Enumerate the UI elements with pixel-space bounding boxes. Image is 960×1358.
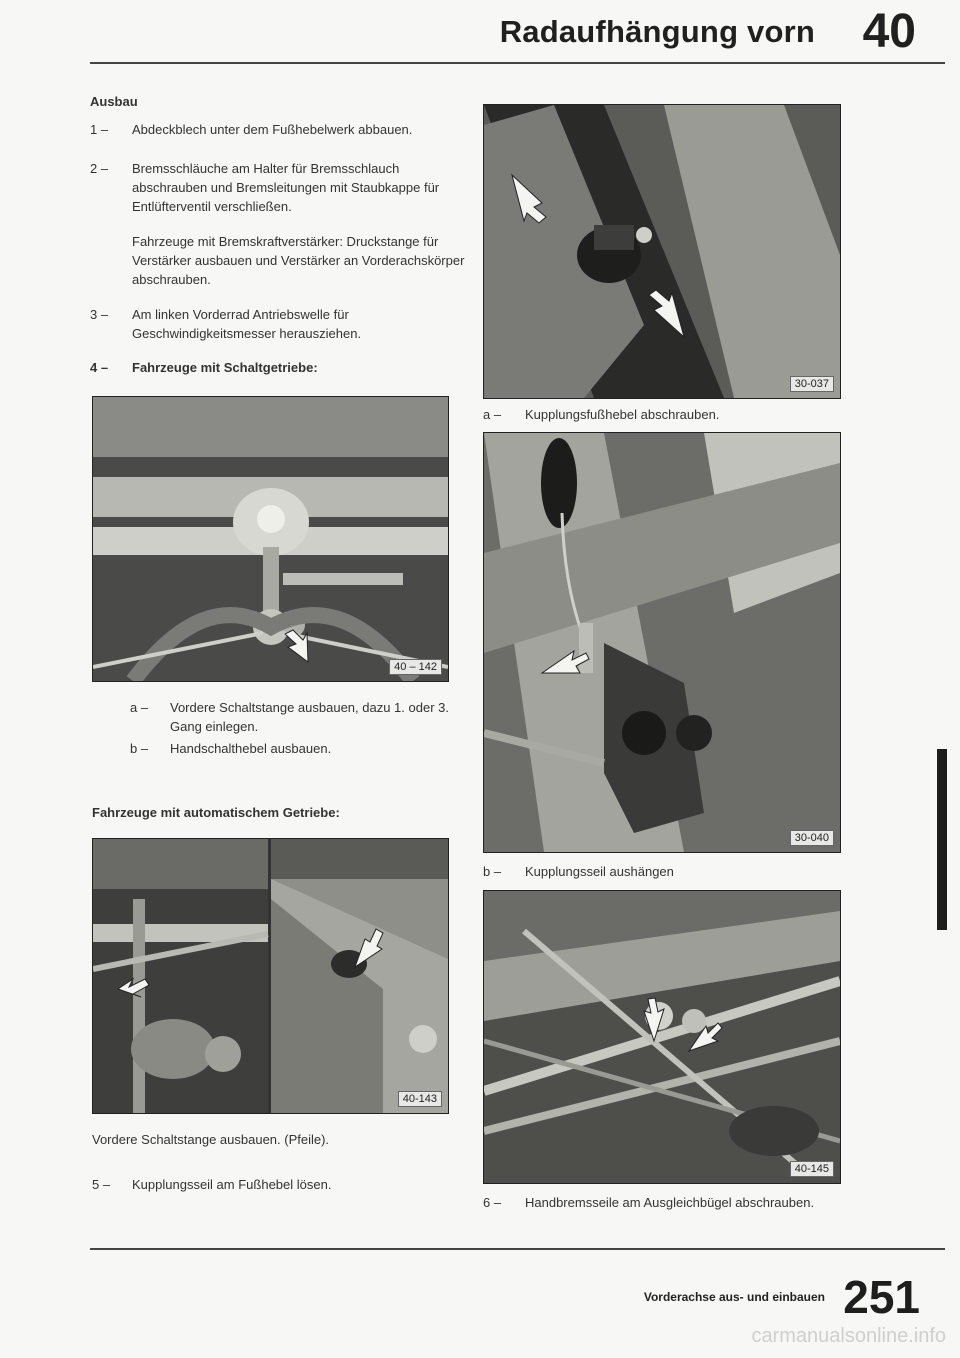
step-text: Kupplungsseil am Fußhebel lösen. <box>132 1177 332 1192</box>
substep-text: Vordere Schaltstange ausbauen, dazu 1. oder 3. Gang einlegen. <box>170 700 449 734</box>
step-text: Fahrzeuge mit Schaltgetriebe: <box>132 360 318 375</box>
photo-tag: 30-037 <box>790 376 834 392</box>
step-3 <box>90 305 470 343</box>
photo-tag: 40-143 <box>398 1091 442 1107</box>
watermark: carmanualsonline.info <box>751 1325 946 1347</box>
step-5 <box>92 1175 452 1194</box>
step-4 <box>90 358 470 377</box>
page-number: 251 <box>843 1271 920 1323</box>
caption-text: Handbremsseile am Ausgleichbügel abschrauben. <box>525 1195 815 1210</box>
substep-number: a – <box>130 700 149 715</box>
substep-a <box>130 698 450 736</box>
caption-text: Kupplungsseil aushängen <box>525 864 674 879</box>
auto-heading: Fahrzeuge mit automatischem Getriebe: <box>92 805 340 820</box>
caption-number: b – <box>483 864 502 879</box>
ausbau-heading: Ausbau <box>90 94 138 109</box>
section-number: 40 <box>862 5 916 58</box>
page-title: Radaufhängung vorn <box>499 14 815 49</box>
step-number: 2 – <box>90 161 109 176</box>
auto-caption: Vordere Schaltstange ausbauen. (Pfeile). <box>92 1132 330 1147</box>
photo-shift-linkage <box>92 396 449 682</box>
step-2 <box>90 159 470 216</box>
substep-b <box>130 739 450 758</box>
step-number: 1 – <box>90 122 109 137</box>
step-number: 4 – <box>90 360 109 375</box>
caption-b <box>483 862 843 881</box>
step-2-note <box>90 232 470 289</box>
step-number: 5 – <box>92 1177 111 1192</box>
footer-title: Vorderachse aus- und einbauen <box>643 1290 825 1304</box>
photo-clutch-cable <box>483 432 841 853</box>
photo-clutch-pedal <box>483 104 841 399</box>
photo-automatic-linkage <box>92 838 449 1114</box>
header-rule <box>90 62 945 64</box>
photo-tag: 40 – 142 <box>389 659 442 675</box>
section-thumb-tab <box>937 749 947 930</box>
caption-6 <box>483 1193 863 1212</box>
caption-a <box>483 405 843 424</box>
step-1 <box>90 120 470 139</box>
step-text: Am linken Vorderrad Antriebswelle für Geschwindigkeitsmesser herausziehen. <box>132 307 362 341</box>
photo-tag: 30-040 <box>790 830 834 846</box>
step-text: Fahrzeuge mit Bremskraftverstärker: Druckstange für Verstärker ausbauen und Verstärker an Vorderachskörper abschrauben. <box>132 234 465 287</box>
substep-text: Handschalthebel ausbauen. <box>170 741 332 756</box>
caption-number: 6 – <box>483 1195 502 1210</box>
step-text: Bremsschläuche am Halter für Bremsschlauch abschrauben und Bremsleitungen mit Staubkappe für Entlüfterventil verschließen. <box>132 161 440 214</box>
photo-tag: 40-145 <box>790 1161 834 1177</box>
caption-number: a – <box>483 407 502 422</box>
step-number: 3 – <box>90 307 109 322</box>
caption-text: Kupplungsfußhebel abschrauben. <box>525 407 720 422</box>
step-text: Abdeckblech unter dem Fußhebelwerk abbauen. <box>132 122 413 137</box>
substep-number: b – <box>130 741 149 756</box>
footer-rule <box>90 1248 945 1250</box>
photo-handbrake-cables <box>483 890 841 1184</box>
